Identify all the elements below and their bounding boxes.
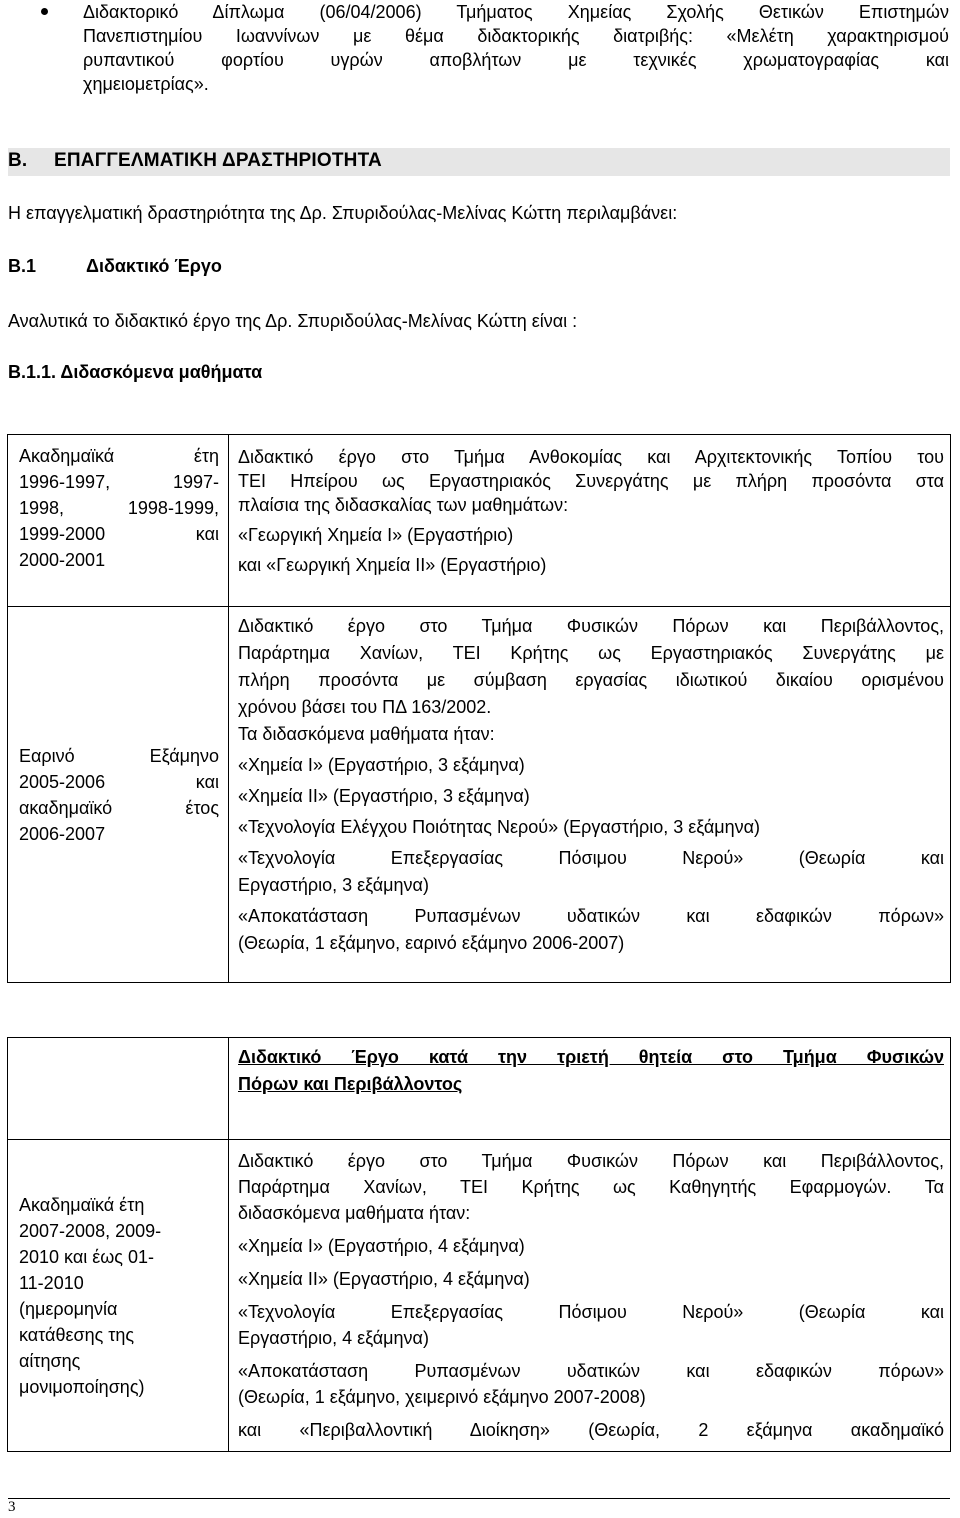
degree-line: Διδακτορικό Δίπλωμα (06/04/2006) Τμήματος Χημείας Σχολής Θετικών Επιστημών bbox=[83, 2, 949, 22]
table-heading-row bbox=[8, 1038, 951, 1140]
subsection-number: Β.1 bbox=[8, 256, 37, 276]
footer-rule bbox=[8, 1498, 950, 1499]
description-cell: Διδακτικό έργο στο Τμήμα Φυσικών Πόρων και Περιβάλλοντος, Παράρτημα Χανίων, ΤΕΙ Κρήτης ως Εργαστηριακός Συνεργάτης με πλήρη προσόντα με σύμβαση εργασίας ιδιωτικού δικαίου ορισμένου χρόνου βάσει του ΠΔ 163/2002. Τα διδασκόμενα μαθήματα ήταν: «Χημεία Ι» (Εργαστήριο, 3 εξάμηνα) «Χημεία ΙΙ» (Εργαστήριο, 3 εξάμηνα) «Τεχνολογία Ελέγχου Ποιότητας Νερού» (Εργαστήριο, 3 εξάμηνα) «Τεχνολογία Επεξεργασίας Πόσιμου Νερού» (Θεωρία και Εργαστήριο, 3 εξάμηνα) «Αποκατάσταση Ρυπασμένων υδατικών και εδαφικών πόρων» (Θεωρία, 1 εξάμηνο, εαρινό εξάμηνο 2006-2007) bbox=[229, 607, 951, 983]
heading-cell: Διδακτικό Έργο κατά την τριετή θητεία στο Τμήμα Φυσικών Πόρων και Περιβάλλοντος bbox=[229, 1038, 951, 1140]
teaching-table-1 bbox=[7, 434, 951, 983]
subsection-title: Διδακτικό Έργο bbox=[86, 256, 222, 276]
table-row bbox=[8, 435, 951, 607]
section-number: Β. bbox=[8, 150, 28, 171]
degree-line: χημειομετρίας». bbox=[83, 74, 209, 94]
period-cell: Εαρινό Εξάμηνο 2005-2006 και ακαδημαϊκό έτος 2006-2007 bbox=[8, 607, 229, 983]
description-cell: Διδακτικό έργο στο Τμήμα Ανθοκομίας και Αρχιτεκτονικής Τοπίου του ΤΕΙ Ηπείρου ως Εργαστηριακός Συνεργάτης με πλήρη προσόντα στα πλαίσια της διδασκαλίας των μαθημάτων: «Γεωργική Χημεία Ι» (Εργαστήριο) και «Γεωργική Χημεία ΙΙ» (Εργαστήριο) bbox=[229, 435, 951, 607]
period-cell: Ακαδημαϊκά έτη 2007-2008, 2009- 2010 και έως 01- 11-2010 (ημερομηνία κατάθεσης της αίτησης μονιμοποίησης) bbox=[8, 1140, 229, 1452]
subsubsection-heading bbox=[8, 362, 262, 383]
degree-line: ρυπαντικού φορτίου υγρών αποβλήτων με τεχνικές χρωματογραφίας και bbox=[83, 50, 949, 70]
degree-text bbox=[83, 0, 949, 96]
table-row bbox=[8, 1140, 951, 1452]
subsubsection-title: Διδασκόμενα μαθήματα bbox=[60, 362, 263, 382]
bullet-icon bbox=[41, 8, 48, 15]
empty-cell bbox=[8, 1038, 229, 1140]
subsubsection-number: Β.1.1. bbox=[8, 362, 57, 382]
degree-line: Πανεπιστημίου Ιωαννίνων με θέμα διδακτορικής διατριβής: «Μελέτη χαρακτηρισμού bbox=[83, 26, 949, 46]
teaching-table-2 bbox=[7, 1037, 951, 1452]
section-heading bbox=[8, 150, 382, 172]
intro-paragraph: Η επαγγελματική δραστηριότητα της Δρ. Σπυριδούλας-Μελίνας Κώττη περιλαμβάνει: bbox=[8, 203, 678, 223]
page-number: 3 bbox=[8, 1499, 16, 1515]
section-title: ΕΠΑΓΓΕΛΜΑΤΙΚΗ ΔΡΑΣΤΗΡΙΟΤΗΤΑ bbox=[54, 150, 382, 171]
detail-paragraph: Αναλυτικά το διδακτικό έργο της Δρ. Σπυριδούλας-Μελίνας Κώττη είναι : bbox=[8, 311, 578, 331]
subsection-heading bbox=[8, 256, 222, 277]
period-cell: Ακαδημαϊκά έτη 1996-1997, 1997- 1998, 1998-1999, 1999-2000 και 2000-2001 bbox=[8, 435, 229, 607]
table-row bbox=[8, 607, 951, 983]
description-cell: Διδακτικό έργο στο Τμήμα Φυσικών Πόρων και Περιβάλλοντος, Παράρτημα Χανίων, ΤΕΙ Κρήτης ως Καθηγητής Εφαρμογών. Τα διδασκόμενα μαθήματα ήταν: «Χημεία Ι» (Εργαστήριο, 4 εξάμηνα) «Χημεία ΙΙ» (Εργαστήριο, 4 εξάμηνα) «Τεχνολογία Επεξεργασίας Πόσιμου Νερού» (Θεωρία και Εργαστήριο, 4 εξάμηνα) «Αποκατάσταση Ρυπασμένων υδατικών και εδαφικών πόρων» (Θεωρία, 1 εξάμηνο, χειμερινό εξάμηνο 2007-2008) και «Περιβαλλοντική Διοίκηση» (Θεωρία, 2 εξάμηνα ακαδημαϊκό bbox=[229, 1140, 951, 1452]
